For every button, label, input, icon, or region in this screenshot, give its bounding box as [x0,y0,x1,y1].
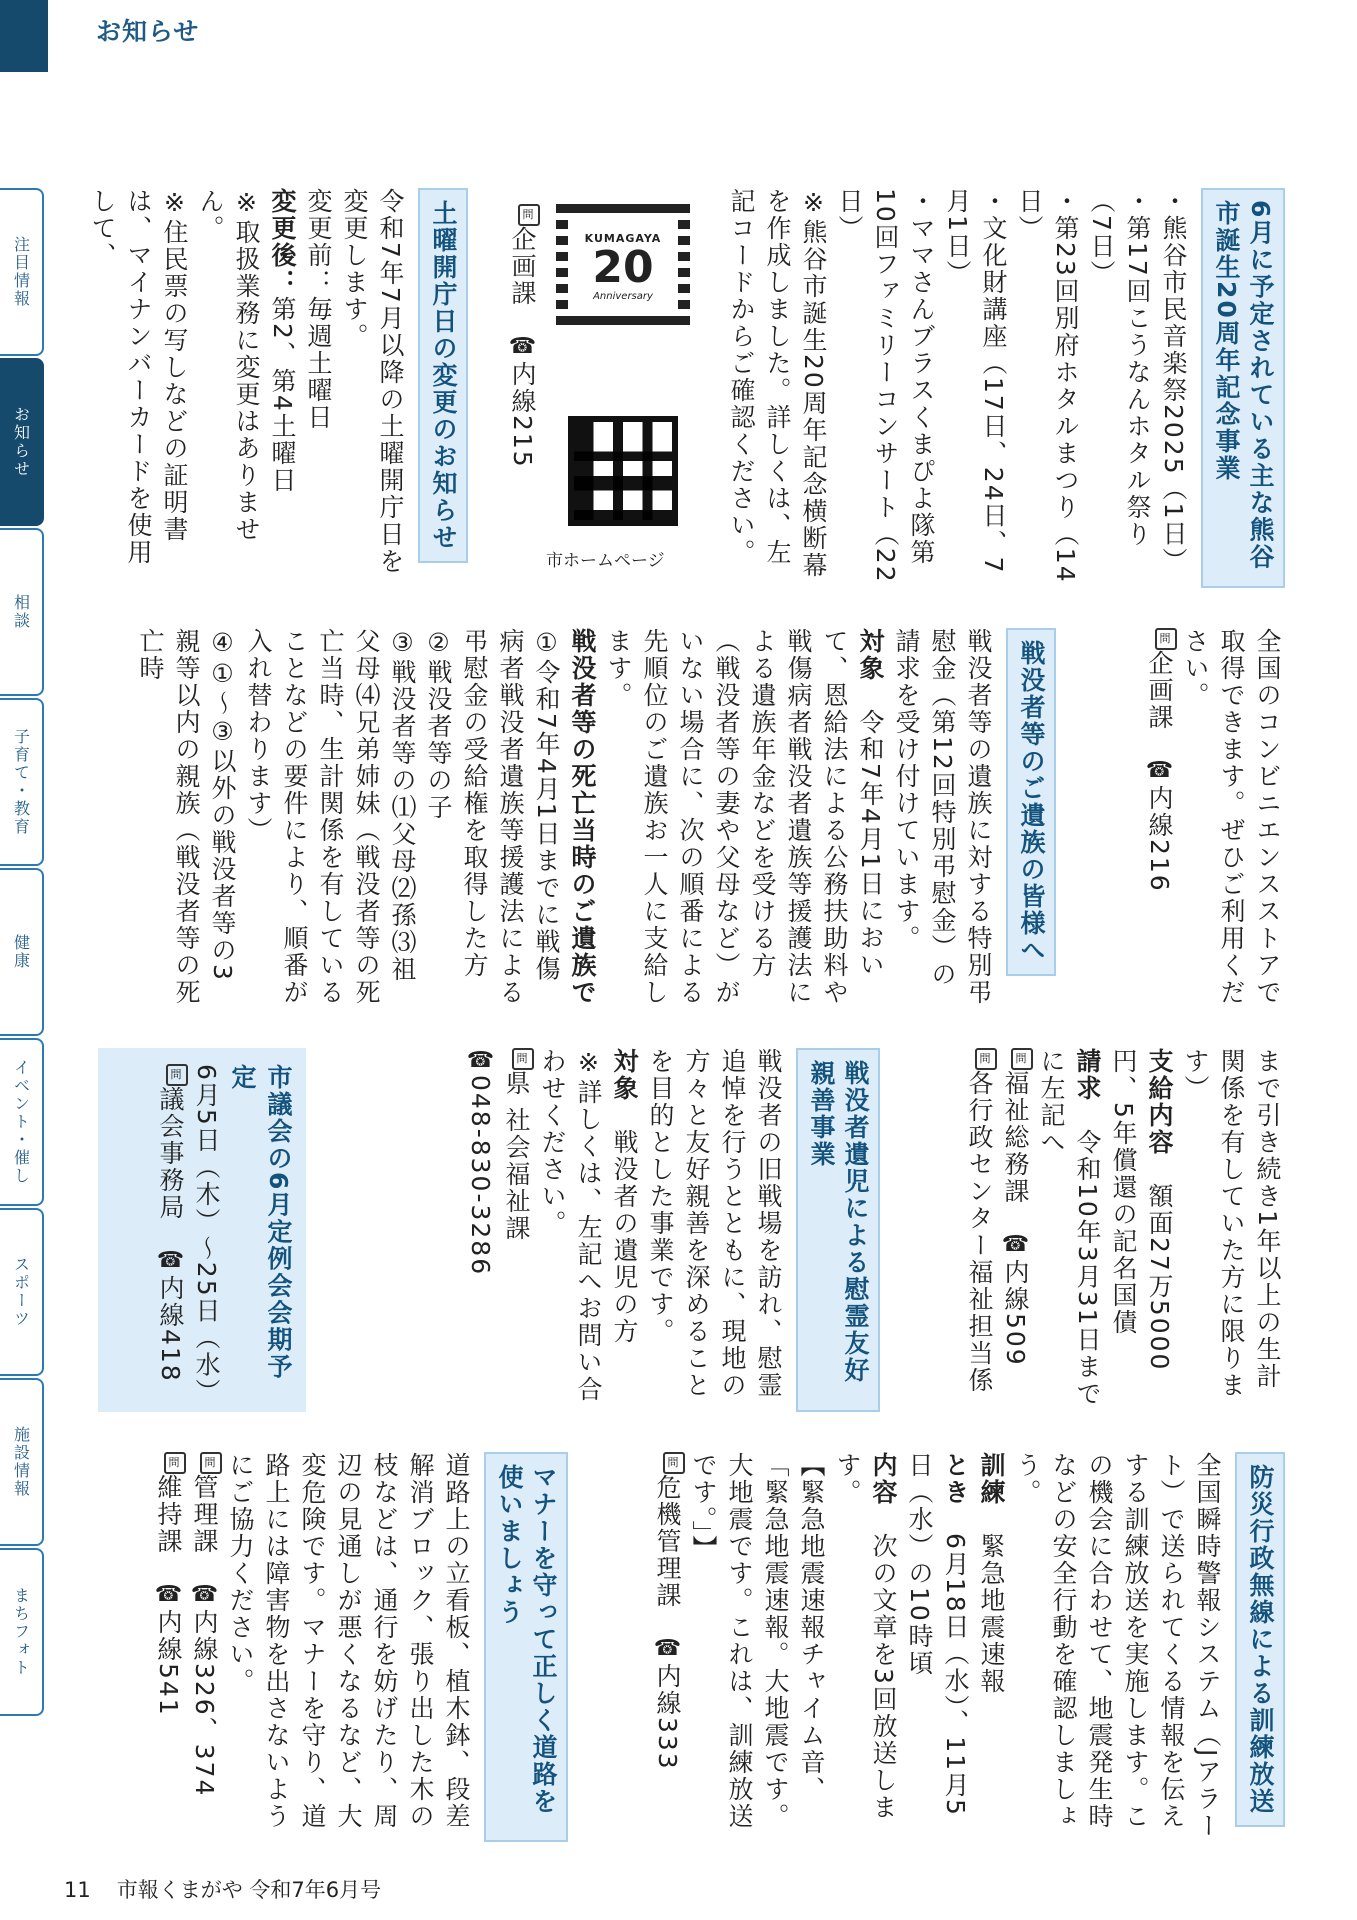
body-text: 令和10年3月31日までに左記へ [1037,1048,1102,1408]
article-convenience [1145,628,1285,1008]
contact-phone: 内線418 [156,1275,185,1383]
contact-label: 県 社会福祉課 [502,1070,531,1242]
phone-icon: ☎ [1003,1232,1028,1259]
contact-label: 危機管理課 [653,1474,682,1609]
sidebar-item-label: 施設情報 [11,1426,31,1498]
when-label: とき [941,1452,970,1506]
article-heading: 6月に予定されている主な熊谷市誕生20周年記念事業 [1201,188,1285,588]
body-text: 戦没者の旧戦場を訪れ、慰霊追悼を行うとともに、現地の方々と友好親善を深めることを目的とした事業です。 [646,1048,783,1399]
contact-icon: 問 [518,204,540,226]
contact-label: 維持課 [154,1474,183,1555]
note: ※詳しくは、左記へお問い合わせください。 [538,1048,603,1403]
article-heading: 戦没者遺児による慰霊友好親善事業 [796,1048,880,1412]
contact-phone: 内線326、374 [190,1609,219,1798]
article-saturday [88,188,468,588]
phone-icon: ☎ [1147,758,1172,785]
contact-label: 企画課 [1145,650,1174,731]
contact-phone: 内線333 [653,1663,682,1771]
target-label: 対象 [610,1048,639,1102]
list-item: ②戦没者等の子 [424,628,453,821]
article-disaster [653,1452,1285,1842]
page-footer [64,1874,381,1904]
contact-icon: 問 [166,1064,188,1086]
sidebar-item-events[interactable] [0,1038,44,1206]
content-label: 内容 [869,1452,898,1506]
subheading: 戦没者等の死亡当時のご遺族で [568,628,597,1006]
sidebar-item-label: 相談 [11,594,31,630]
sidebar-item-photo[interactable] [0,1548,44,1716]
list-item: ・第17回こうなんホタル祭り（7日） [1087,188,1152,548]
qr-label: 市ホームページ [546,551,665,571]
contact-icon: 問 [164,1452,186,1474]
contact-phone: 内線509 [1001,1259,1030,1367]
list-item: ・熊谷市民音楽祭2025（1日） [1159,188,1188,575]
body-text: 全国瞬時警報システム（Jアラート）で送られてくる情報を伝えする訓練放送を実施します。この機会に合わせて、地震発生時などの安全行動を確認しましょう。 [1013,1452,1222,1840]
article-manners [96,1452,568,1842]
contact-label: 各行政センター福祉担当係 [965,1070,994,1394]
logo-bottom-text: Anniversary [593,291,653,302]
page-title: お知らせ [96,17,200,46]
body-text: 第2、第4土曜日 [268,296,297,494]
anniversary-contact [500,204,540,504]
list-item: ①令和7年4月1日までに戦傷病者戦没者遺族等援護法による弔慰金の受給権を取得した方 [460,628,561,1006]
body-text: 戦没者の遺児の方 [610,1129,639,1345]
sidebar-item-facilities[interactable] [0,1378,44,1546]
contact-icon: 問 [975,1048,997,1070]
body-text: 全国のコンビニエンスストアで取得できます。ぜひご利用ください。 [1181,628,1282,1006]
body-text: 6月5日（木）～25日（水） [192,1064,221,1406]
article-heading: 防災行政無線による訓練放送 [1235,1452,1285,1827]
list-item: ④①～③以外の戦没者等の3親等以内の親族（戦没者等の死亡時 [136,628,237,1006]
qr-code[interactable] [568,416,678,526]
phone-icon: ☎ [468,1048,493,1075]
contact-icon: 問 [512,1048,534,1070]
contact-icon: 問 [1011,1048,1033,1070]
logo-number: 20 [592,242,654,293]
contact-label: 福祉総務課 [1001,1070,1030,1205]
after-label: 変更後： [268,188,297,296]
sidebar-item-label: 注目情報 [11,236,31,308]
contact-phone: 内線215 [508,361,537,469]
pay-label: 支給内容 [1145,1048,1174,1156]
contact-phone: 048-830-3286 [466,1075,495,1277]
sidebar-item-health[interactable] [0,868,44,1036]
contact-label: 企画課 [508,226,537,307]
sidebar-item-sports[interactable] [0,1208,44,1376]
list-item: ・第23回別府ホタルまつり（14日） [1015,188,1080,584]
body-text: 変更前：毎週土曜日 [304,188,333,431]
broadcast-text: 【緊急地震速報チャイム音、「緊急地震速報。大地震です。大地震です。これは、訓練放送です。」】 [689,1452,826,1830]
phone-icon: ☎ [510,334,535,361]
list-item: ※熊谷市誕生20周年記念横断幕を作成しました。詳しくは、左記コードからご確認ください。 [727,188,828,579]
body-text: 6月18日（水）、11月5日（水）の10時頃 [905,1452,970,1817]
note: ※住民票の写しなどの証明書は、マイナンバーカードを使用して、 [88,188,189,566]
list-item: ・文化財講座（17日、24日、7月1日） [943,188,1008,575]
sidebar-item-label: 子育て・教育 [11,728,31,836]
sidebar-item-label: スポーツ [11,1256,31,1328]
anniversary-logo [556,204,690,330]
contact-icon: 問 [1155,628,1177,650]
header-tab [0,0,48,72]
sidebar-item-news[interactable] [0,358,44,526]
claim-label: 請求 [1073,1048,1102,1102]
article-anniversary [661,188,1285,588]
body-text: 令和7年7月以降の土曜開庁日を変更します。 [340,188,405,575]
body-text: まで引き続き1年以上の生計関係を有していた方に限ります） [1181,1048,1282,1399]
body-text: 令和7年4月1日において、恩給法による公務扶助料や戦傷病者戦没者遺族等援護法による遺族年金などを受ける方（戦没者等の妻や父母など）がいない場合に、次の順番による先順位のご遺族お一人に支給します。 [604,628,885,1006]
publication-name: 市報くまがや 令和7年6月号 [116,1878,382,1902]
contact-icon: 問 [200,1452,222,1474]
phone-icon: ☎ [655,1636,680,1663]
target-label: 対象 [856,628,885,682]
article-bereaved-cont [885,1048,1285,1412]
contact-label: 管理課 [190,1474,219,1555]
sidebar-nav [0,188,46,1718]
article-heading: マナーを守って正しく道路を使いましょう [484,1452,568,1842]
list-item: ・ママさんブラスくまぴよ隊第10回ファミリーコンサート（22日） [835,188,936,584]
sidebar-item-label: イベント・催し [11,1059,31,1185]
sidebar-item-label: お知らせ [11,406,31,478]
article-bereaved [96,628,1056,1008]
body-text: 緊急地震速報 [977,1533,1006,1695]
contact-phone: 内線541 [154,1609,183,1717]
sidebar-item-consult[interactable] [0,528,44,696]
drill-label: 訓練 [977,1452,1006,1506]
article-orphans [376,1048,880,1412]
body-text: 戦没者等の遺族に対する特別弔慰金（第12回特別弔慰金）の請求を受け付けています。 [892,628,993,1006]
list-item: ③戦没者等の⑴父母⑵孫⑶祖父母⑷兄弟姉妹（戦没者等の死亡当時、生計関係を有していることなどの要件により、順番が入れ替わります） [244,628,417,1006]
phone-icon: ☎ [192,1582,217,1609]
body-text: 額面27万5000円、5年償還の記名国債 [1109,1048,1174,1372]
contact-icon: 問 [663,1452,685,1474]
note: ※取扱業務に変更はありません。 [196,188,261,543]
body-text: 次の文章を3回放送します。 [833,1452,898,1821]
article-assembly [110,1064,296,1406]
page-number: 11 [64,1878,91,1902]
logo-top-text: KUMAGAYA [584,232,662,245]
phone-icon: ☎ [156,1582,181,1609]
sidebar-item-label: まちフォト [11,1587,31,1677]
contact-label: 議会事務局 [156,1086,185,1221]
article-heading: 戦没者等のご遺族の皆様へ [1006,628,1056,976]
sidebar-item-featured[interactable] [0,188,44,356]
phone-icon: ☎ [158,1248,183,1275]
contact-phone: 内線216 [1145,785,1174,893]
sidebar-item-label: 健康 [11,934,31,970]
article-heading: 土曜開庁日の変更のお知らせ [418,188,468,563]
sidebar-item-childcare[interactable] [0,698,44,866]
body-text: 道路上の立看板、植木鉢、段差解消ブロック、張り出した木の枝などは、通行を妨げたり、周辺の見通しが悪くなるなど、大変危険です。マナーを守り、道路上には障害物を出さないようにご協力ください。 [226,1452,471,1830]
article-heading: 市議会の6月定例会会期予定 [228,1064,293,1381]
